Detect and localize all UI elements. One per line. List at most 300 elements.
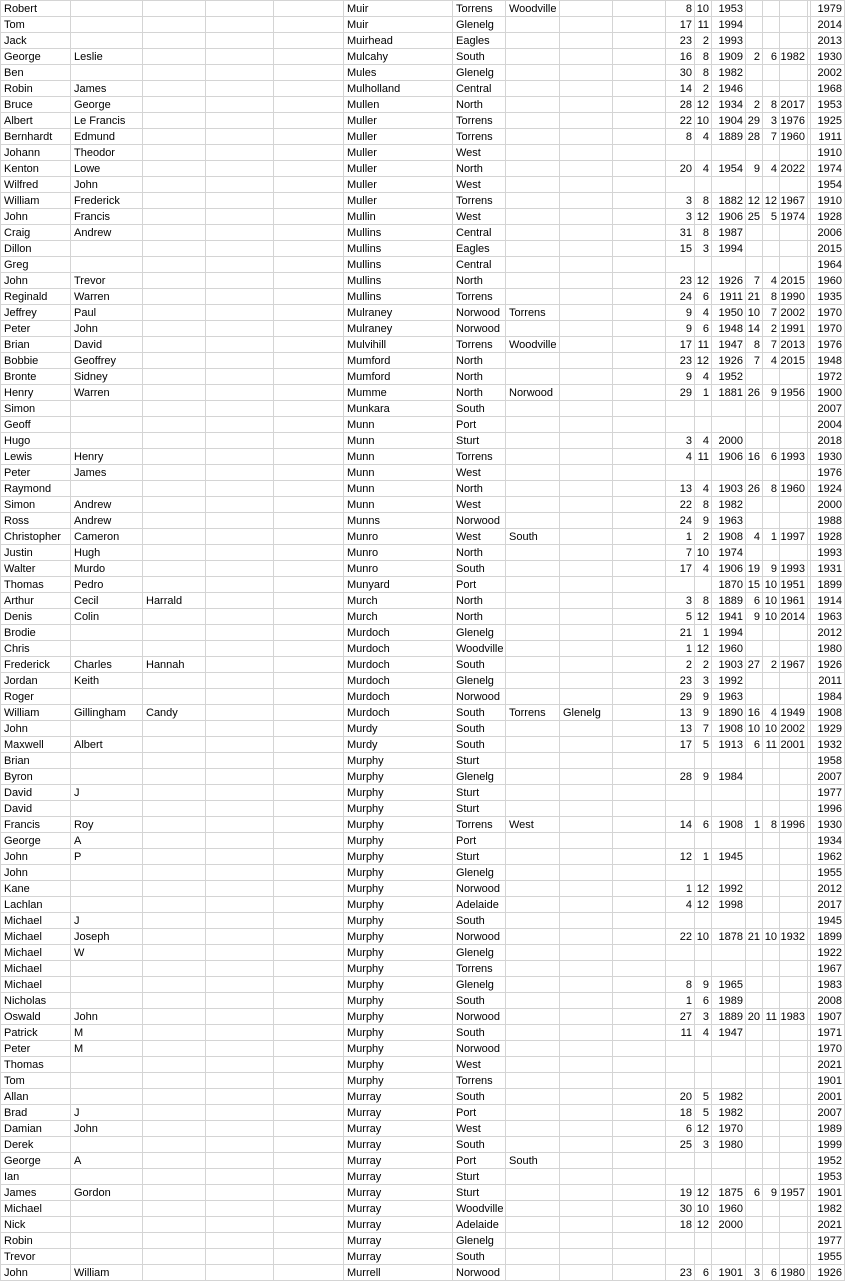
cell-club-2[interactable] (506, 865, 560, 881)
cell-club-2[interactable] (506, 769, 560, 785)
cell-first-name[interactable]: Arthur (1, 593, 71, 609)
cell-club-2[interactable] (506, 353, 560, 369)
cell-death-day[interactable] (746, 785, 763, 801)
cell-club-1[interactable]: North (453, 353, 506, 369)
cell-birth-year[interactable] (712, 1249, 746, 1265)
cell-third-name[interactable] (143, 609, 206, 625)
cell-club-2[interactable] (506, 993, 560, 1009)
cell-death-month[interactable] (763, 1, 780, 17)
cell-surname[interactable]: Murdoch (344, 641, 453, 657)
cell-second-name[interactable] (71, 961, 143, 977)
cell-col-j[interactable] (613, 1233, 666, 1249)
cell-death-month[interactable] (763, 401, 780, 417)
cell-birth-month[interactable] (695, 1041, 712, 1057)
cell-death-year[interactable] (780, 177, 808, 193)
cell-club-3[interactable] (560, 625, 613, 641)
cell-col-d[interactable] (206, 737, 274, 753)
cell-birth-year[interactable]: 1963 (712, 513, 746, 529)
cell-death-year[interactable] (780, 257, 808, 273)
cell-death-year[interactable] (780, 769, 808, 785)
cell-club-3[interactable] (560, 897, 613, 913)
cell-first-name[interactable]: Jeffrey (1, 305, 71, 321)
cell-debut-year[interactable]: 1899 (811, 929, 845, 945)
cell-death-day[interactable] (746, 913, 763, 929)
cell-death-month[interactable]: 10 (763, 593, 780, 609)
cell-col-e[interactable] (274, 801, 344, 817)
cell-col-e[interactable] (274, 1153, 344, 1169)
cell-first-name[interactable]: Michael (1, 913, 71, 929)
cell-club-3[interactable] (560, 1201, 613, 1217)
cell-second-name[interactable] (71, 641, 143, 657)
cell-second-name[interactable]: Geoffrey (71, 353, 143, 369)
cell-first-name[interactable]: Kane (1, 881, 71, 897)
cell-club-2[interactable] (506, 977, 560, 993)
cell-death-day[interactable] (746, 1201, 763, 1217)
cell-birth-day[interactable] (666, 961, 695, 977)
cell-death-year[interactable] (780, 417, 808, 433)
cell-birth-day[interactable]: 29 (666, 689, 695, 705)
cell-debut-year[interactable]: 1901 (811, 1073, 845, 1089)
cell-third-name[interactable]: Harrald (143, 593, 206, 609)
cell-club-1[interactable]: South (453, 561, 506, 577)
cell-first-name[interactable]: Dillon (1, 241, 71, 257)
cell-birth-month[interactable]: 10 (695, 929, 712, 945)
cell-debut-year[interactable]: 1934 (811, 833, 845, 849)
cell-birth-year[interactable]: 2000 (712, 433, 746, 449)
cell-second-name[interactable] (71, 977, 143, 993)
cell-club-1[interactable]: South (453, 705, 506, 721)
cell-birth-month[interactable]: 3 (695, 673, 712, 689)
cell-club-3[interactable] (560, 1185, 613, 1201)
cell-third-name[interactable] (143, 561, 206, 577)
cell-birth-month[interactable]: 9 (695, 513, 712, 529)
cell-col-d[interactable] (206, 113, 274, 129)
cell-club-1[interactable]: North (453, 545, 506, 561)
cell-club-2[interactable] (506, 561, 560, 577)
cell-birth-day[interactable]: 23 (666, 33, 695, 49)
cell-debut-year[interactable]: 1935 (811, 289, 845, 305)
cell-birth-day[interactable]: 1 (666, 993, 695, 1009)
cell-club-3[interactable] (560, 801, 613, 817)
cell-club-1[interactable]: South (453, 1089, 506, 1105)
cell-debut-year[interactable]: 1901 (811, 1185, 845, 1201)
cell-col-d[interactable] (206, 177, 274, 193)
cell-first-name[interactable]: Ben (1, 65, 71, 81)
cell-birth-day[interactable]: 13 (666, 481, 695, 497)
cell-birth-day[interactable]: 1 (666, 529, 695, 545)
cell-club-3[interactable] (560, 1265, 613, 1281)
cell-col-e[interactable] (274, 977, 344, 993)
cell-death-month[interactable] (763, 1137, 780, 1153)
cell-col-d[interactable] (206, 689, 274, 705)
cell-first-name[interactable]: Lachlan (1, 897, 71, 913)
cell-death-day[interactable]: 10 (746, 721, 763, 737)
cell-death-month[interactable]: 9 (763, 385, 780, 401)
cell-death-month[interactable] (763, 545, 780, 561)
cell-col-e[interactable] (274, 577, 344, 593)
cell-second-name[interactable] (71, 1, 143, 17)
cell-birth-month[interactable]: 3 (695, 1009, 712, 1025)
cell-surname[interactable]: Mumme (344, 385, 453, 401)
cell-second-name[interactable] (71, 801, 143, 817)
cell-second-name[interactable] (71, 993, 143, 1009)
cell-club-3[interactable] (560, 65, 613, 81)
cell-death-year[interactable] (780, 881, 808, 897)
cell-death-year[interactable] (780, 625, 808, 641)
cell-death-day[interactable]: 2 (746, 97, 763, 113)
cell-death-year[interactable]: 1961 (780, 593, 808, 609)
cell-club-2[interactable] (506, 641, 560, 657)
cell-birth-year[interactable]: 1989 (712, 993, 746, 1009)
cell-col-e[interactable] (274, 161, 344, 177)
cell-death-day[interactable] (746, 1233, 763, 1249)
cell-club-2[interactable] (506, 225, 560, 241)
cell-birth-day[interactable] (666, 1041, 695, 1057)
cell-debut-year[interactable]: 1962 (811, 849, 845, 865)
cell-death-day[interactable] (746, 1073, 763, 1089)
cell-third-name[interactable] (143, 97, 206, 113)
cell-col-e[interactable] (274, 113, 344, 129)
cell-second-name[interactable] (71, 241, 143, 257)
cell-birth-day[interactable] (666, 913, 695, 929)
cell-col-d[interactable] (206, 625, 274, 641)
cell-col-e[interactable] (274, 353, 344, 369)
cell-birth-year[interactable] (712, 753, 746, 769)
cell-club-3[interactable] (560, 737, 613, 753)
cell-death-year[interactable] (780, 241, 808, 257)
cell-club-2[interactable] (506, 33, 560, 49)
cell-death-month[interactable] (763, 1105, 780, 1121)
cell-debut-year[interactable]: 2007 (811, 769, 845, 785)
cell-col-j[interactable] (613, 241, 666, 257)
cell-first-name[interactable]: Ross (1, 513, 71, 529)
cell-death-month[interactable]: 4 (763, 273, 780, 289)
cell-birth-month[interactable]: 10 (695, 1201, 712, 1217)
cell-col-j[interactable] (613, 609, 666, 625)
cell-birth-year[interactable]: 1987 (712, 225, 746, 241)
cell-birth-year[interactable]: 1889 (712, 129, 746, 145)
cell-third-name[interactable] (143, 897, 206, 913)
cell-second-name[interactable]: John (71, 1121, 143, 1137)
cell-third-name[interactable] (143, 1009, 206, 1025)
cell-death-month[interactable]: 8 (763, 289, 780, 305)
cell-birth-year[interactable]: 1993 (712, 33, 746, 49)
cell-club-3[interactable] (560, 49, 613, 65)
cell-col-e[interactable] (274, 33, 344, 49)
cell-birth-day[interactable]: 29 (666, 385, 695, 401)
cell-col-d[interactable] (206, 17, 274, 33)
cell-birth-year[interactable]: 1941 (712, 609, 746, 625)
cell-club-3[interactable] (560, 481, 613, 497)
cell-second-name[interactable] (71, 1169, 143, 1185)
cell-surname[interactable]: Munn (344, 465, 453, 481)
cell-birth-day[interactable]: 5 (666, 609, 695, 625)
cell-club-2[interactable] (506, 721, 560, 737)
cell-death-year[interactable]: 1974 (780, 209, 808, 225)
cell-col-j[interactable] (613, 193, 666, 209)
cell-first-name[interactable]: George (1, 49, 71, 65)
cell-first-name[interactable]: John (1, 1265, 71, 1281)
cell-second-name[interactable]: James (71, 465, 143, 481)
cell-col-d[interactable] (206, 1089, 274, 1105)
cell-death-day[interactable] (746, 993, 763, 1009)
cell-death-year[interactable]: 1960 (780, 481, 808, 497)
cell-club-3[interactable] (560, 561, 613, 577)
cell-club-3[interactable] (560, 529, 613, 545)
cell-col-e[interactable] (274, 561, 344, 577)
cell-birth-day[interactable]: 6 (666, 1121, 695, 1137)
cell-death-month[interactable] (763, 785, 780, 801)
cell-birth-year[interactable]: 1908 (712, 817, 746, 833)
cell-birth-month[interactable] (695, 1153, 712, 1169)
cell-first-name[interactable]: Maxwell (1, 737, 71, 753)
cell-birth-month[interactable]: 5 (695, 737, 712, 753)
cell-birth-day[interactable] (666, 753, 695, 769)
cell-birth-month[interactable]: 6 (695, 289, 712, 305)
cell-second-name[interactable]: Warren (71, 289, 143, 305)
cell-club-3[interactable] (560, 1121, 613, 1137)
cell-second-name[interactable]: John (71, 1009, 143, 1025)
cell-debut-year[interactable]: 2007 (811, 1105, 845, 1121)
cell-death-day[interactable] (746, 1153, 763, 1169)
cell-col-d[interactable] (206, 817, 274, 833)
cell-third-name[interactable] (143, 225, 206, 241)
cell-col-d[interactable] (206, 33, 274, 49)
cell-club-3[interactable] (560, 273, 613, 289)
cell-second-name[interactable]: J (71, 785, 143, 801)
cell-birth-month[interactable]: 10 (695, 113, 712, 129)
cell-col-e[interactable] (274, 865, 344, 881)
cell-birth-day[interactable]: 17 (666, 17, 695, 33)
cell-birth-day[interactable]: 14 (666, 81, 695, 97)
cell-birth-year[interactable]: 1903 (712, 657, 746, 673)
cell-surname[interactable]: Mullins (344, 257, 453, 273)
cell-third-name[interactable] (143, 433, 206, 449)
cell-death-year[interactable]: 1957 (780, 1185, 808, 1201)
cell-col-d[interactable] (206, 1073, 274, 1089)
cell-first-name[interactable]: Lewis (1, 449, 71, 465)
cell-debut-year[interactable]: 2013 (811, 33, 845, 49)
cell-surname[interactable]: Murphy (344, 1025, 453, 1041)
cell-second-name[interactable]: J (71, 1105, 143, 1121)
cell-birth-month[interactable]: 2 (695, 529, 712, 545)
cell-col-j[interactable] (613, 1073, 666, 1089)
cell-second-name[interactable]: Roy (71, 817, 143, 833)
cell-death-month[interactable] (763, 257, 780, 273)
cell-birth-year[interactable]: 1974 (712, 545, 746, 561)
cell-club-1[interactable]: Norwood (453, 881, 506, 897)
cell-club-3[interactable] (560, 113, 613, 129)
cell-birth-month[interactable] (695, 401, 712, 417)
cell-col-d[interactable] (206, 465, 274, 481)
cell-surname[interactable]: Murphy (344, 1009, 453, 1025)
cell-birth-day[interactable] (666, 833, 695, 849)
cell-club-3[interactable] (560, 881, 613, 897)
cell-club-3[interactable] (560, 513, 613, 529)
cell-third-name[interactable] (143, 193, 206, 209)
cell-birth-day[interactable]: 1 (666, 881, 695, 897)
cell-death-month[interactable] (763, 81, 780, 97)
cell-death-year[interactable] (780, 1057, 808, 1073)
cell-death-year[interactable] (780, 673, 808, 689)
cell-death-day[interactable] (746, 257, 763, 273)
cell-first-name[interactable]: Ian (1, 1169, 71, 1185)
cell-col-d[interactable] (206, 641, 274, 657)
cell-debut-year[interactable]: 1982 (811, 1201, 845, 1217)
cell-birth-month[interactable]: 8 (695, 593, 712, 609)
cell-surname[interactable]: Munro (344, 529, 453, 545)
cell-third-name[interactable] (143, 1169, 206, 1185)
cell-third-name[interactable] (143, 417, 206, 433)
cell-debut-year[interactable]: 2015 (811, 241, 845, 257)
cell-club-1[interactable]: Torrens (453, 1, 506, 17)
cell-club-1[interactable]: Glenelg (453, 65, 506, 81)
cell-debut-year[interactable]: 1972 (811, 369, 845, 385)
cell-birth-month[interactable]: 2 (695, 657, 712, 673)
cell-surname[interactable]: Murphy (344, 833, 453, 849)
cell-death-month[interactable] (763, 465, 780, 481)
cell-birth-month[interactable]: 8 (695, 49, 712, 65)
cell-col-j[interactable] (613, 1041, 666, 1057)
cell-birth-year[interactable]: 1992 (712, 881, 746, 897)
cell-birth-month[interactable]: 10 (695, 1, 712, 17)
cell-second-name[interactable]: Edmund (71, 129, 143, 145)
cell-club-3[interactable] (560, 177, 613, 193)
cell-club-2[interactable] (506, 929, 560, 945)
cell-birth-day[interactable] (666, 1233, 695, 1249)
cell-death-month[interactable] (763, 177, 780, 193)
cell-surname[interactable]: Murphy (344, 913, 453, 929)
cell-club-3[interactable] (560, 1153, 613, 1169)
cell-death-month[interactable]: 6 (763, 449, 780, 465)
cell-birth-year[interactable]: 1901 (712, 1265, 746, 1281)
cell-col-d[interactable] (206, 321, 274, 337)
cell-club-3[interactable] (560, 1041, 613, 1057)
cell-col-e[interactable] (274, 897, 344, 913)
cell-debut-year[interactable]: 2014 (811, 17, 845, 33)
cell-col-e[interactable] (274, 449, 344, 465)
cell-col-d[interactable] (206, 561, 274, 577)
cell-second-name[interactable]: Sidney (71, 369, 143, 385)
cell-club-1[interactable]: Norwood (453, 513, 506, 529)
cell-birth-day[interactable]: 17 (666, 561, 695, 577)
cell-col-d[interactable] (206, 897, 274, 913)
cell-second-name[interactable] (71, 769, 143, 785)
cell-club-3[interactable] (560, 833, 613, 849)
cell-birth-year[interactable] (712, 1073, 746, 1089)
cell-col-d[interactable] (206, 161, 274, 177)
cell-club-1[interactable]: West (453, 209, 506, 225)
cell-club-1[interactable]: Norwood (453, 929, 506, 945)
cell-death-day[interactable]: 6 (746, 593, 763, 609)
cell-col-j[interactable] (613, 817, 666, 833)
cell-birth-day[interactable]: 20 (666, 161, 695, 177)
cell-col-e[interactable] (274, 177, 344, 193)
cell-debut-year[interactable]: 1953 (811, 1169, 845, 1185)
cell-second-name[interactable]: Joseph (71, 929, 143, 945)
cell-club-1[interactable]: Glenelg (453, 1233, 506, 1249)
cell-col-d[interactable] (206, 1057, 274, 1073)
cell-surname[interactable]: Murray (344, 1169, 453, 1185)
cell-third-name[interactable] (143, 865, 206, 881)
cell-death-month[interactable] (763, 881, 780, 897)
cell-birth-month[interactable] (695, 865, 712, 881)
cell-surname[interactable]: Muir (344, 1, 453, 17)
cell-club-3[interactable] (560, 17, 613, 33)
cell-col-e[interactable] (274, 1185, 344, 1201)
cell-club-1[interactable]: North (453, 385, 506, 401)
cell-birth-year[interactable] (712, 1153, 746, 1169)
cell-third-name[interactable] (143, 385, 206, 401)
cell-death-month[interactable] (763, 1169, 780, 1185)
cell-birth-day[interactable] (666, 865, 695, 881)
cell-club-3[interactable] (560, 209, 613, 225)
cell-death-month[interactable]: 7 (763, 337, 780, 353)
cell-club-2[interactable] (506, 753, 560, 769)
cell-club-2[interactable] (506, 497, 560, 513)
cell-club-3[interactable] (560, 961, 613, 977)
cell-col-d[interactable] (206, 913, 274, 929)
cell-col-j[interactable] (613, 65, 666, 81)
cell-death-day[interactable]: 12 (746, 193, 763, 209)
cell-birth-day[interactable]: 19 (666, 1185, 695, 1201)
cell-death-year[interactable]: 2015 (780, 273, 808, 289)
cell-third-name[interactable] (143, 241, 206, 257)
cell-debut-year[interactable]: 1930 (811, 449, 845, 465)
cell-first-name[interactable]: Michael (1, 945, 71, 961)
cell-col-e[interactable] (274, 17, 344, 33)
cell-col-d[interactable] (206, 81, 274, 97)
cell-second-name[interactable] (71, 1057, 143, 1073)
cell-birth-day[interactable]: 3 (666, 193, 695, 209)
cell-second-name[interactable]: Henry (71, 449, 143, 465)
cell-death-month[interactable] (763, 689, 780, 705)
cell-death-day[interactable]: 6 (746, 737, 763, 753)
cell-birth-month[interactable] (695, 177, 712, 193)
cell-club-1[interactable]: South (453, 993, 506, 1009)
cell-col-j[interactable] (613, 97, 666, 113)
cell-death-day[interactable] (746, 1137, 763, 1153)
cell-birth-month[interactable]: 4 (695, 481, 712, 497)
cell-first-name[interactable]: James (1, 1185, 71, 1201)
cell-first-name[interactable]: Reginald (1, 289, 71, 305)
cell-col-e[interactable] (274, 513, 344, 529)
cell-death-day[interactable]: 6 (746, 1185, 763, 1201)
cell-club-2[interactable] (506, 417, 560, 433)
cell-second-name[interactable] (71, 417, 143, 433)
cell-birth-day[interactable] (666, 417, 695, 433)
cell-debut-year[interactable]: 2011 (811, 673, 845, 689)
cell-death-month[interactable]: 8 (763, 97, 780, 113)
cell-third-name[interactable] (143, 257, 206, 273)
cell-birth-month[interactable]: 11 (695, 337, 712, 353)
cell-surname[interactable]: Mullins (344, 289, 453, 305)
cell-birth-day[interactable]: 23 (666, 273, 695, 289)
cell-col-j[interactable] (613, 305, 666, 321)
cell-col-j[interactable] (613, 513, 666, 529)
cell-birth-year[interactable] (712, 1057, 746, 1073)
cell-club-2[interactable] (506, 1185, 560, 1201)
cell-first-name[interactable]: Robin (1, 1233, 71, 1249)
cell-col-j[interactable] (613, 369, 666, 385)
cell-club-3[interactable] (560, 1089, 613, 1105)
cell-debut-year[interactable]: 1953 (811, 97, 845, 113)
cell-col-j[interactable] (613, 289, 666, 305)
cell-col-e[interactable] (274, 1265, 344, 1281)
cell-debut-year[interactable]: 1911 (811, 129, 845, 145)
cell-death-year[interactable]: 2013 (780, 337, 808, 353)
cell-debut-year[interactable]: 2012 (811, 881, 845, 897)
